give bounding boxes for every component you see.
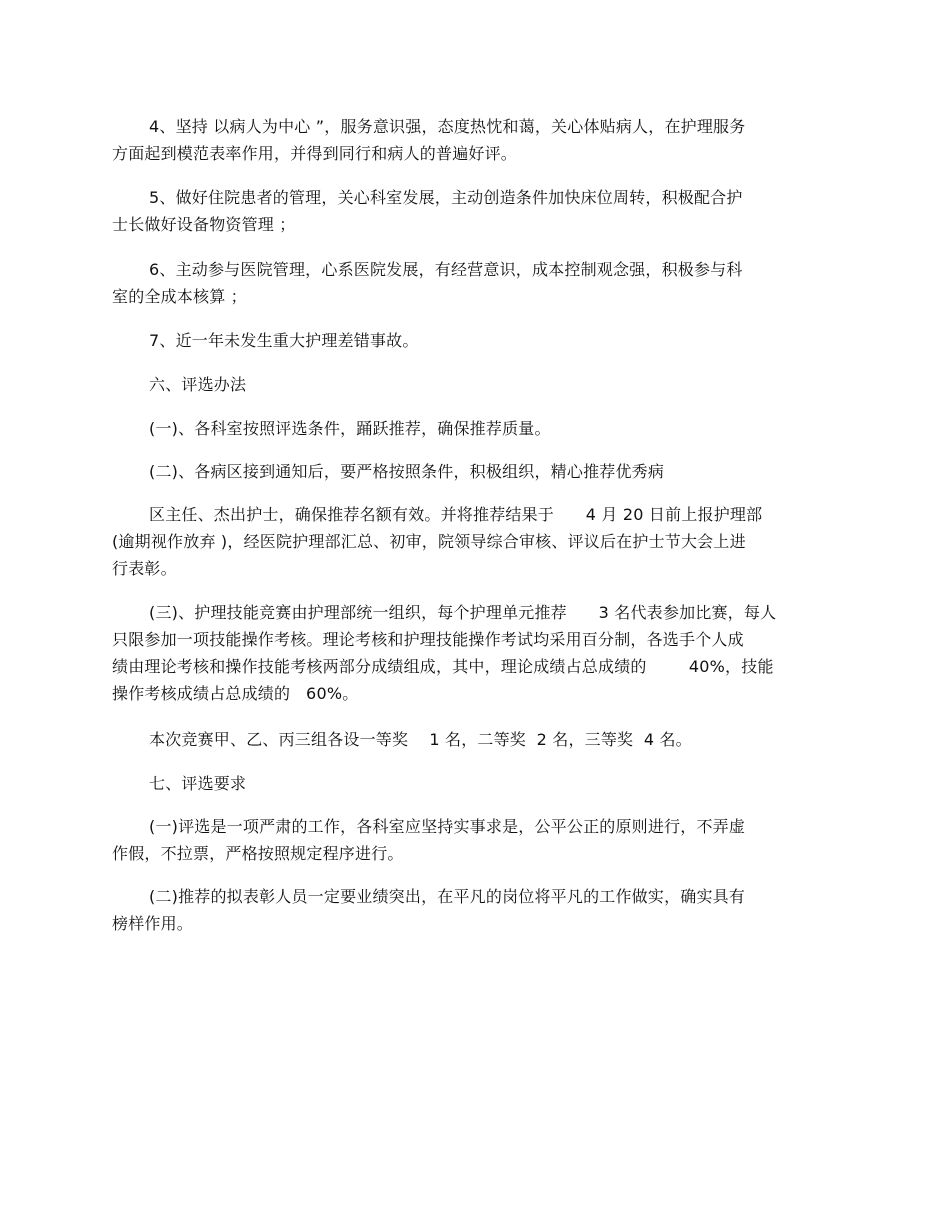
text-line: (一)评选是一项严肃的工作，各科室应坚持实事求是，公平公正的原则进行，不弄虚 (149, 817, 746, 836)
section-heading: 六、评选办法 (149, 375, 247, 394)
section-heading: 七、评选要求 (149, 774, 247, 793)
text-line: 7、近一年未发生重大护理差错事故。 (149, 331, 419, 350)
text-line: 5、做好住院患者的管理，关心科室发展，主动创造条件加快床位周转，积极配合护 (149, 188, 743, 207)
text-line: 室的全成本核算 ； (112, 287, 247, 306)
text-line: 区主任、杰出护士，确保推荐名额有效。并将推荐结果于 4 月 20 日前上报护理部 (149, 505, 763, 524)
text-line: 行表彰。 (112, 559, 177, 578)
text-line: 榜样作用。 (112, 914, 194, 933)
text-line: 操作考核成绩占总成绩的 60%。 (112, 684, 359, 703)
text-line: 士长做好设备物资管理 ； (112, 215, 296, 234)
text-line: 6、主动参与医院管理，心系医院发展，有经营意识，成本控制观念强，积极参与科 (149, 260, 743, 279)
text-line: (三)、护理技能竞赛由护理部统一组织，每个护理单元推荐 3 名代表参加比赛，每人 (149, 603, 777, 622)
text-line: (逾期视作放弃 )，经医院护理部汇总、初审，院领导综合审核、评议后在护士节大会上进 (112, 532, 746, 551)
text-line: (一)、各科室按照评选条件，踊跃推荐，确保推荐质量。 (149, 419, 551, 438)
text-line: 方面起到模范表率作用，并得到同行和病人的普遍好评。 (112, 144, 518, 163)
text-line: (二)、各病区接到通知后，要严格按照条件，积极组织，精心推荐优秀病 (149, 462, 665, 481)
text-line: (二)推荐的拟表彰人员一定要业绩突出，在平凡的岗位将平凡的工作做实，确实具有 (149, 887, 746, 906)
text-line: 绩由理论考核和操作技能考核两部分成绩组成，其中，理论成绩占总成绩的 40%，技能 (112, 657, 774, 676)
text-line: 作假，不拉票，严格按照规定程序进行。 (112, 844, 404, 863)
text-line: 4、坚持 以病人为中心 ”，服务意识强，态度热忱和蔼，关心体贴病人，在护理服务 (149, 117, 746, 136)
text-line: 本次竞赛甲、乙、丙三组各设一等奖 1 名，二等奖 2 名，三等奖 4 名。 (149, 730, 692, 749)
text-line: 只限参加一项技能操作考核。理论考核和护理技能操作考试均采用百分制，各选手个人成 (112, 630, 744, 649)
